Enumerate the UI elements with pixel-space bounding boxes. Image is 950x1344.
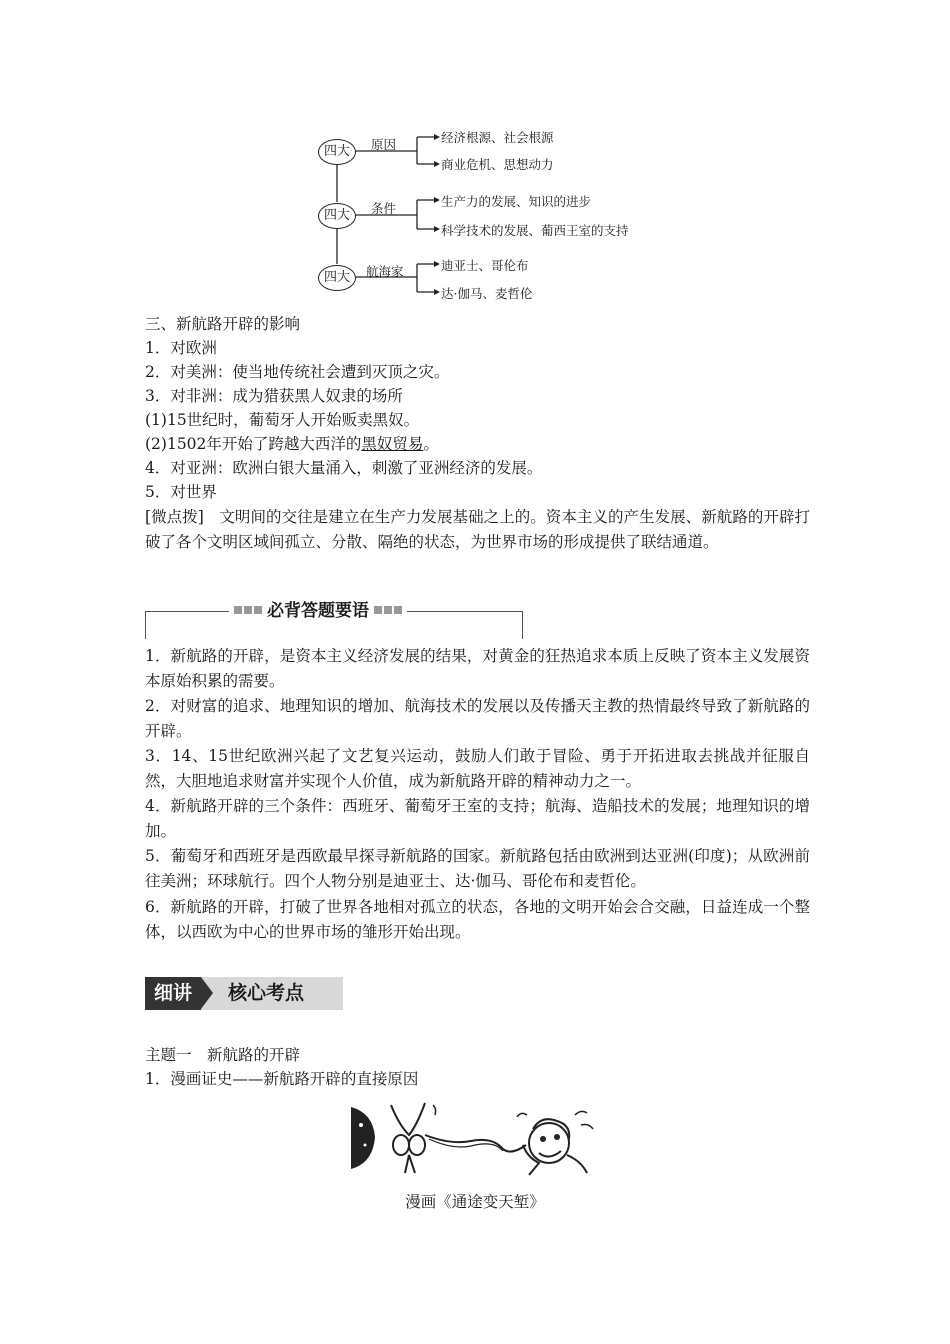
section-header-arrow-icon bbox=[201, 977, 213, 1009]
key-point: 1．新航路的开辟，是资本主义经济发展的结果，对黄金的狂热追求本质上反映了资本主义发展资本原始积累的需要。 bbox=[145, 647, 810, 690]
text-line: 3．对非洲：成为猎获黑人奴隶的场所 bbox=[145, 387, 403, 405]
diagram-leaf: 科学技术的发展、葡西王室的支持 bbox=[441, 223, 629, 238]
diagram-branch-label: 原因 bbox=[371, 137, 397, 152]
text-line: 2．对美洲：使当地传统社会遭到灭顶之灾。 bbox=[145, 363, 450, 381]
banner-title: 必背答题要语 bbox=[267, 601, 369, 621]
banner bbox=[229, 596, 407, 621]
key-point: 3．14、15世纪欧洲兴起了文艺复兴运动，鼓励人们敢于冒险、勇于开拓进取去挑战并征服自然，大胆地追求财富并实现个人价值，成为新航路开辟的精神动力之一。 bbox=[145, 747, 810, 790]
diagram-branch-label: 条件 bbox=[371, 201, 397, 216]
cartoon-image bbox=[351, 1095, 601, 1181]
text-line: (1)15世纪时，葡萄牙人开始贩卖黑奴。 bbox=[145, 411, 420, 429]
diagram-node: 四大 bbox=[318, 265, 356, 291]
diagram-leaf: 迪亚士、哥伦布 bbox=[441, 258, 529, 273]
key-point: 2．对财富的追求、地理知识的增加、航海技术的发展以及传播天主教的热情最终导致了新航路的开辟。 bbox=[145, 697, 810, 740]
banner-decoration bbox=[233, 599, 263, 619]
figure-caption: 漫画《通途变天堑》 bbox=[405, 1193, 545, 1211]
diagram-leaf: 生产力的发展、知识的进步 bbox=[441, 194, 592, 209]
text-line: 5．对世界 bbox=[145, 483, 217, 501]
diagram-node: 四大 bbox=[318, 139, 356, 165]
diagram-leaf: 经济根源、社会根源 bbox=[441, 130, 554, 145]
key-point: 5．葡萄牙和西班牙是西欧最早探寻新航路的国家。新航路包括由欧洲到达亚洲(印度)；从欧洲前往美洲；环球航行。四个人物分别是迪亚士、达·伽马、哥伦布和麦哲伦。 bbox=[145, 847, 810, 890]
text-span: 。 bbox=[423, 435, 439, 453]
text-line: 4．对亚洲：欧洲白银大量涌入，刺激了亚洲经济的发展。 bbox=[145, 459, 543, 477]
text-span: (2)1502年开始了跨越大西洋的 bbox=[145, 435, 362, 453]
section-heading: 三、新航路开辟的影响 bbox=[145, 315, 301, 333]
diagram-leaf: 达·伽马、麦哲伦 bbox=[441, 286, 533, 301]
section-header-tag: 细讲 bbox=[145, 977, 201, 1010]
key-point: 6．新航路的开辟，打破了世界各地相对孤立的状态，各地的文明开始会合交融，日益连成一个整体，以西欧为中心的世界市场的雏形开始出现。 bbox=[145, 898, 810, 941]
text-line bbox=[145, 432, 439, 456]
banner-decoration bbox=[373, 599, 403, 619]
diagram-branch-label: 航海家 bbox=[366, 264, 404, 279]
diagram-node: 四大 bbox=[318, 203, 356, 229]
text-line: 1．对欧洲 bbox=[145, 339, 217, 357]
topic-subheading: 1．漫画证史——新航路开辟的直接原因 bbox=[145, 1070, 419, 1088]
section-header-title: 核心考点 bbox=[228, 982, 305, 1004]
topic-heading: 主题一 新航路的开辟 bbox=[145, 1046, 301, 1064]
key-point: 4．新航路开辟的三个条件：西班牙、葡萄牙王室的支持；航海、造船技术的发展；地理知识的增加。 bbox=[145, 797, 810, 840]
diagram-leaf: 商业危机、思想动力 bbox=[441, 157, 554, 172]
tip-paragraph: [微点拨] 文明间的交往是建立在生产力发展基础之上的。资本主义的产生发展、新航路的开辟打破了各个文明区域间孤立、分散、隔绝的状态，为世界市场的形成提供了联结通道。 bbox=[145, 508, 810, 551]
underlined-term: 黑奴贸易 bbox=[361, 435, 424, 453]
